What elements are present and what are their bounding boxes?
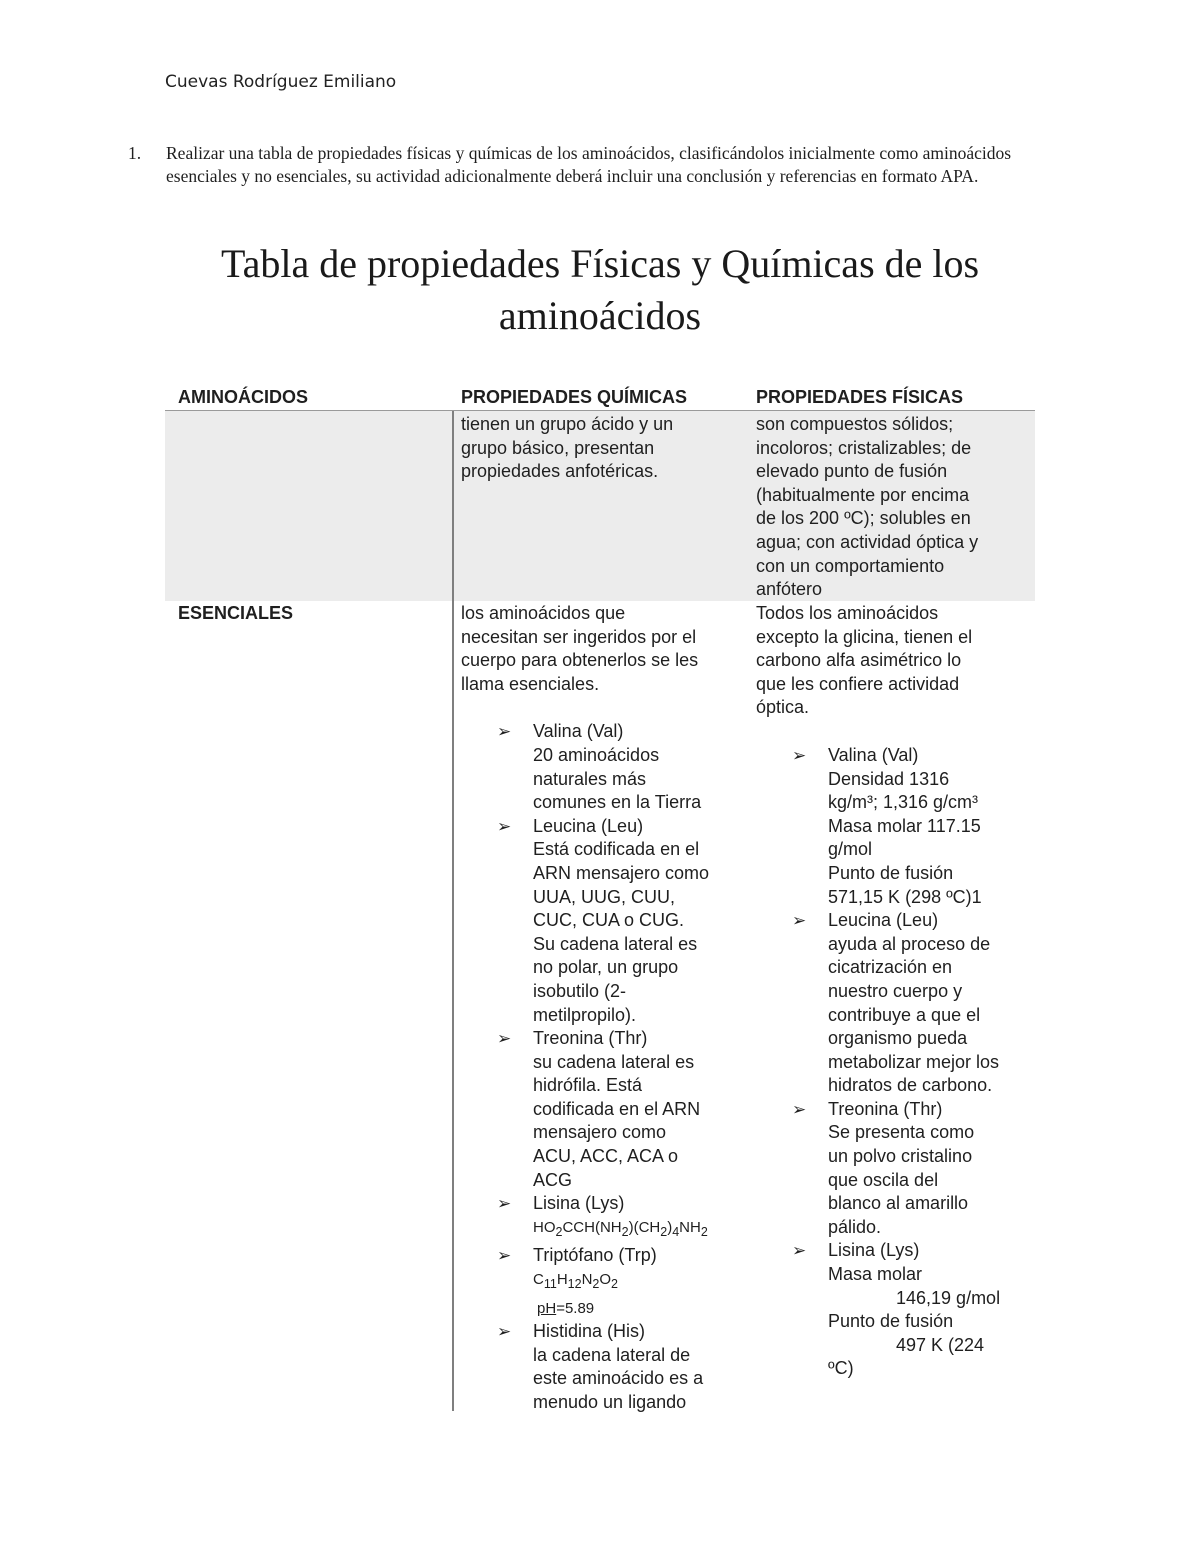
arrow-bullet-icon: ➢	[792, 745, 807, 765]
header-quimicas: PROPIEDADES QUÍMICAS	[461, 387, 688, 407]
list-item: ➢ Valina (Val) 20 aminoácidos naturales más comunes en la Tierra	[497, 721, 702, 813]
lisina-formula: $HO_2CCH(NH_2)(CH_2)_4NH_2$	[533, 1218, 708, 1239]
arrow-bullet-icon: ➢	[497, 1029, 512, 1049]
list-item: ➢ Histidina (His) la cadena lateral de este aminoácido es a menudo un ligando	[497, 1321, 704, 1412]
list-item: ➢ Leucina (Leu) Está codificada en el ARN mensajero como UUA, UUG, CUU, CUC, CUA o CUG. Su cadena lateral es no polar, un grupo isobutilo (2- metilpropilo).	[497, 815, 710, 1025]
arrow-bullet-icon: ➢	[792, 1241, 807, 1261]
list-item: ➢ Treonina (Thr) Se presenta como un polvo cristalino que oscila del blanco al amarillo pálido.	[792, 1098, 975, 1237]
label-esenciales: ESENCIALES	[178, 603, 294, 623]
list-item: ➢ Valina (Val) Densidad 1316 kg/m³; 1,316 g/cm³ Masa molar 117.15 g/mol Punto de fusión 571,15 K (298 ºC)1	[792, 744, 982, 907]
general-quimicas: tienen un grupo ácido y un grupo básico, presentan propiedades anfotéricas.	[461, 414, 674, 482]
table-header-row	[165, 384, 1035, 412]
list-item: ➢ Lisina (Lys) Masa molar 146,19 g/mol Punto de fusión 497 K (224 ºC)	[792, 1240, 1001, 1379]
header-aminoacidos: AMINOÁCIDOS	[178, 387, 308, 407]
quimicas-intro: los aminoácidos que necesitan ser ingeridos por el cuerpo para obtenerlos se les llama esenciales.	[461, 603, 699, 694]
quimicas-list	[461, 720, 746, 1414]
triptofano-ph: pH=5.89	[537, 1299, 595, 1317]
list-item: ➢ Triptófano (Trp) $C_{11}H_{12}N_2O_2$ pH=5.89	[461, 1244, 746, 1320]
title-line-2: aminoácidos	[498, 293, 702, 338]
task-number: 1.	[128, 143, 142, 163]
column-divider	[452, 411, 454, 1411]
list-item: ➢ Leucina (Leu) ayuda al proceso de cicatrización en nuestro cuerpo y contribuye a que el organismo pueda metabolizar mejor los hidratos de carbono.	[792, 910, 1000, 1096]
general-fisicas: son compuestos sólidos; incoloros; cristalizables; de elevado punto de fusión (habitualmente por encima de los 200 ºC); solubles en agua; con actividad óptica y con un comportamiento anfótero	[756, 414, 979, 600]
arrow-bullet-icon: ➢	[792, 1099, 807, 1119]
header-fisicas: PROPIEDADES FÍSICAS	[756, 387, 964, 407]
page-title	[100, 238, 1100, 342]
title-line-1: Tabla de propiedades Físicas y Químicas de los	[220, 241, 980, 286]
arrow-bullet-icon: ➢	[497, 1246, 512, 1266]
arrow-bullet-icon: ➢	[497, 722, 512, 742]
fisicas-list	[756, 744, 1035, 1381]
triptofano-formula: $C_{11}H_{12}N_2O_2$	[533, 1271, 618, 1292]
list-item: ➢ Lisina (Lys) $HO_2CCH(NH_2)(CH_2)_4NH_2$	[461, 1192, 746, 1244]
arrow-bullet-icon: ➢	[497, 816, 512, 836]
task-text: Realizar una tabla de propiedades físicas y químicas de los aminoácidos, clasificándolos inicialmente como aminoácidos esenciales y no esenciales, su actividad adicionalmente deberá incluir una conclusión y referencias en formato APA.	[166, 143, 1012, 186]
author-name: Cuevas Rodríguez Emiliano	[165, 72, 397, 92]
task-instruction	[128, 142, 1048, 188]
list-item: ➢ Treonina (Thr) su cadena lateral es hidrófila. Está codificada en el ARN mensajero como ACU, ACC, ACA o ACG	[497, 1028, 701, 1190]
arrow-bullet-icon: ➢	[497, 1194, 512, 1214]
fisicas-intro: Todos los aminoácidos excepto la glicina, tienen el carbono alfa asimétrico lo que les confiere actividad óptica.	[756, 603, 973, 718]
arrow-bullet-icon: ➢	[497, 1322, 512, 1342]
esenciales-fisicas	[756, 602, 1035, 1381]
arrow-bullet-icon: ➢	[792, 911, 807, 931]
esenciales-quimicas	[461, 602, 746, 1415]
